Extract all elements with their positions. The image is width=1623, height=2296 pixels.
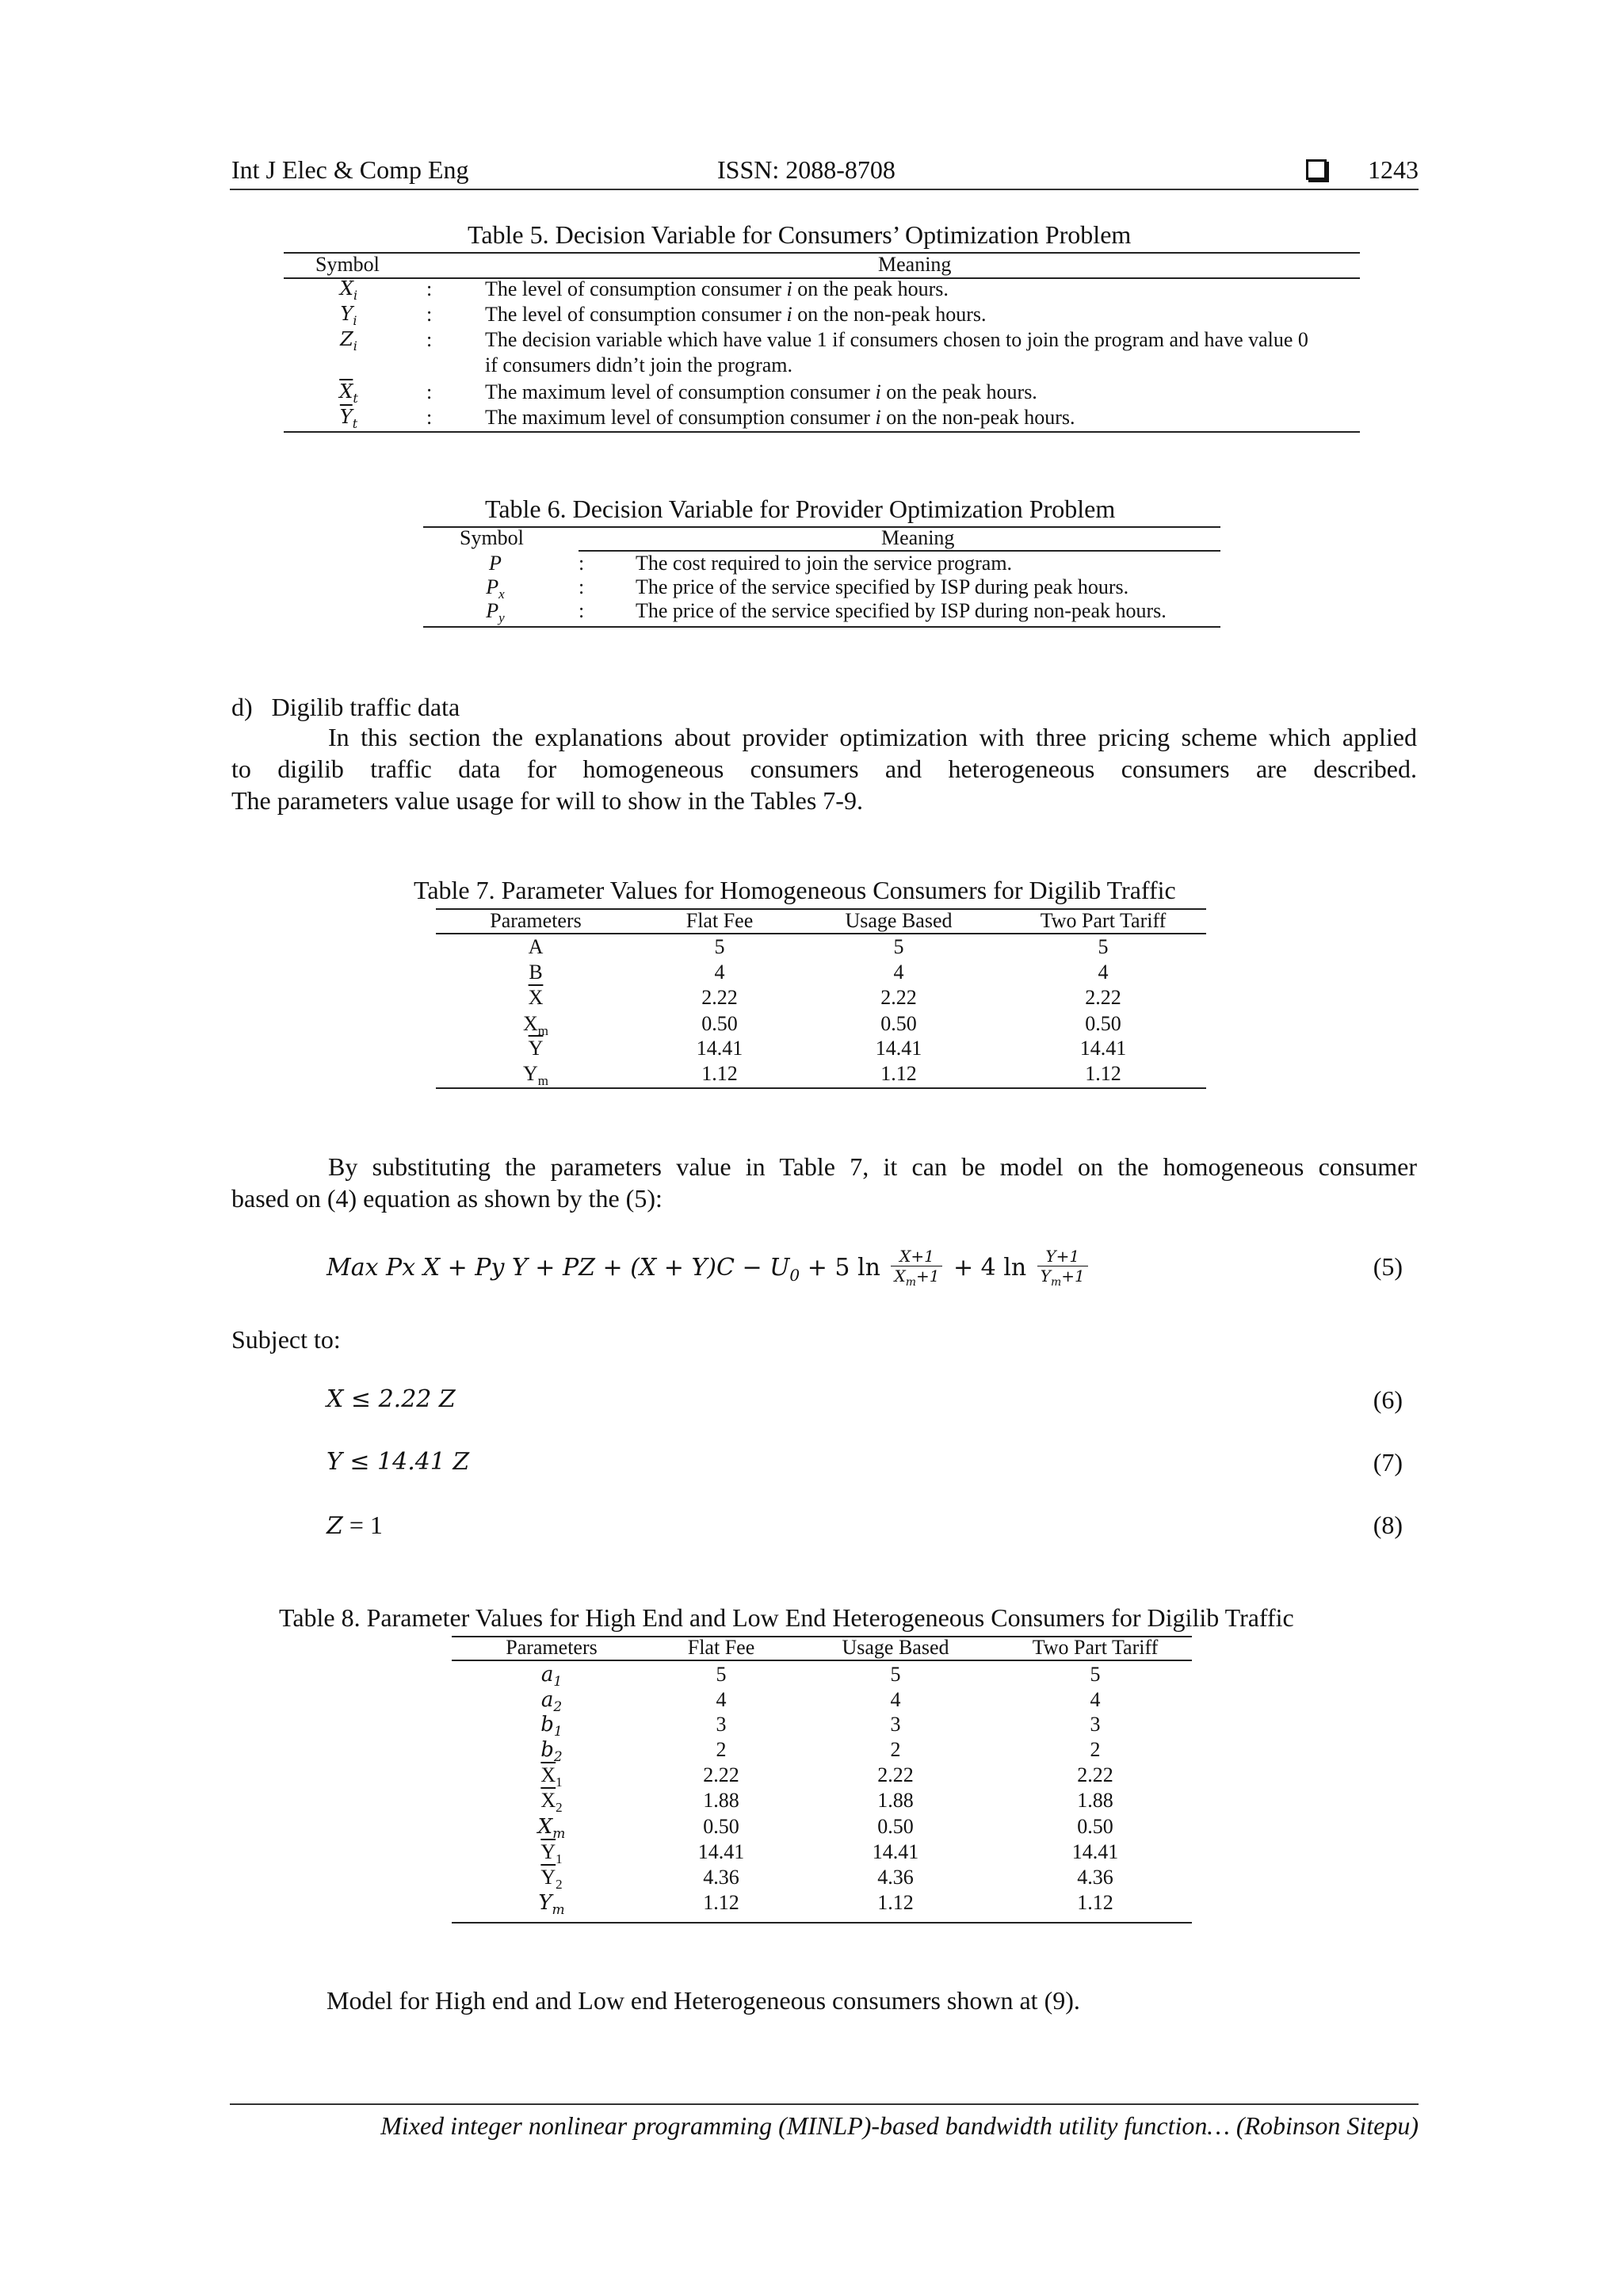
table7-caption: Table 7. Parameter Values for Homogeneous Consumers for Digilib Traffic [414, 876, 1176, 904]
table6-row-meaning: The cost required to join the service program. [636, 552, 1013, 575]
table5-symbol-base: Z [340, 328, 353, 350]
table6-caption: Table 6. Decision Variable for Provider Optimization Problem [485, 495, 1116, 523]
param-symbol-sub: 1 [553, 1674, 563, 1690]
param-value: 2 [1090, 1738, 1101, 1761]
table6-row-meaning: The price of the service specified by ISP during non-peak hours. [636, 599, 1167, 622]
param-value: 5 [1090, 1663, 1101, 1686]
table5-row-symbol [321, 328, 376, 353]
param-value: 14.41 [696, 1037, 743, 1060]
eq5-fraction-2 [1037, 1247, 1088, 1292]
param-symbol-base: b [540, 1738, 554, 1762]
param-name [488, 961, 583, 984]
table6-col-symbol: Symbol [460, 526, 524, 549]
param-header-1: Flat Fee [687, 1636, 755, 1659]
param-value: 4 [890, 1688, 901, 1711]
param-value: 1.12 [877, 1891, 914, 1914]
param-header-1: Flat Fee [685, 909, 754, 932]
table5-symbol-sub: t [353, 390, 358, 406]
para-sub-line1: By substituting the parameters value in Table 7, it can be model on the homogeneous consumer [328, 1152, 1417, 1181]
param-value: 2 [716, 1738, 727, 1761]
param-symbol-base: Y [522, 1062, 538, 1085]
param-value: 4 [716, 1688, 727, 1711]
param-name [488, 986, 583, 1010]
table5-symbol-sub: i [353, 338, 357, 353]
table8-caption: Table 8. Parameter Values for High End and Low End Heterogeneous Consumers for Digilib Traffic [279, 1603, 1294, 1632]
param-symbol-sub: 2 [553, 1699, 563, 1716]
param-name [488, 1062, 583, 1089]
param-value: 4.36 [877, 1866, 914, 1889]
param-value: 4 [1090, 1688, 1101, 1711]
table5-symbol-sub: t [352, 415, 358, 431]
table6-col-meaning: Meaning [881, 526, 955, 549]
table5-symbol-base: X [339, 277, 353, 300]
param-symbol-base: $\overline{Y}$ [540, 1866, 556, 1889]
table7-bottom-rule [436, 1087, 1206, 1089]
table5-row-sep: : [426, 328, 433, 351]
eq5-label: (5) [1373, 1252, 1403, 1281]
table6-row-symbol [468, 552, 523, 575]
table5-col-symbol: Symbol [315, 253, 380, 276]
issn: ISSN: 2088-8708 [717, 155, 896, 184]
model-line: Model for High end and Low end Heterogeneous consumers shown at (9). [327, 1986, 1080, 2015]
section-d-line2: to digilib traffic data for homogeneous consumers and heterogeneous consumers are described. [231, 755, 1417, 783]
footer-rule [230, 2103, 1419, 2105]
param-symbol [529, 1037, 544, 1060]
eq5-f2-den [1037, 1266, 1088, 1292]
param-symbol [540, 1789, 563, 1816]
eq5-f1-den-sub: m [905, 1275, 916, 1289]
table8-bottom-rule [452, 1922, 1192, 1924]
param-value: 4 [1098, 961, 1109, 984]
param-symbol-base: a [540, 1688, 554, 1712]
param-symbol-base: B [529, 961, 543, 984]
param-symbol [538, 1891, 565, 1919]
section-d-line1: In this section the explanations about provider optimization with three pricing scheme which applied [328, 723, 1417, 751]
eq5-f1-num: X+1 [891, 1247, 942, 1266]
table6-row-sep: : [579, 575, 585, 598]
subject-to: Subject to: [231, 1325, 341, 1354]
eq8-rhs: = 1 [342, 1511, 383, 1539]
param-value: 0.50 [703, 1815, 739, 1838]
param-value: 5 [716, 1663, 727, 1686]
param-value: 2.22 [1077, 1763, 1113, 1786]
table6-symbol: $P_y$ [486, 599, 505, 626]
param-name [488, 1037, 583, 1060]
table6-row-meaning: The price of the service specified by ISP during peak hours. [636, 575, 1129, 598]
param-symbol-sub: 1 [553, 1724, 563, 1740]
param-value: 14.41 [875, 1037, 922, 1060]
param-value: 14.41 [872, 1840, 919, 1863]
param-symbol-sub: 2 [556, 1800, 563, 1816]
param-symbol-sub: 1 [556, 1851, 563, 1867]
table5-row-symbol [321, 406, 376, 431]
param-value: 1.88 [877, 1789, 914, 1812]
param-name [504, 1738, 599, 1765]
table5-symbol [339, 380, 358, 406]
equation-5 [327, 1244, 1091, 1299]
param-name [504, 1789, 599, 1816]
table5-symbol-sub: i [353, 312, 357, 328]
param-symbol [529, 935, 544, 958]
page-number-block [1306, 155, 1419, 185]
param-value: 1.12 [703, 1891, 739, 1914]
param-symbol [537, 1815, 566, 1843]
param-name [504, 1663, 599, 1690]
param-symbol-base: $\overline{X}$ [540, 1763, 556, 1786]
eq5-f1-den-var: X [894, 1266, 906, 1286]
param-symbol-sub: 1 [556, 1775, 563, 1790]
table5-row-sep: : [426, 277, 433, 300]
param-value: 3 [1090, 1713, 1101, 1736]
param-header-3: Two Part Tariff [1032, 1636, 1159, 1659]
checkbox-bullet-icon [1306, 159, 1327, 180]
param-value: 5 [714, 935, 725, 958]
table5-row-meaning-var-i: i [786, 277, 792, 300]
param-value: 4 [714, 961, 725, 984]
footer-text: Mixed integer nonlinear programming (MINLP)-based bandwidth utility function… (Robinson Sitepu) [380, 2111, 1419, 2140]
eq5-term1: + 5 ln [800, 1254, 888, 1282]
param-value: 2.22 [703, 1763, 739, 1786]
table8-header-rule [452, 1660, 1192, 1661]
eq5-f2-den-tail: +1 [1061, 1266, 1085, 1286]
table5-symbol-base: $\overline{X}$ [339, 380, 353, 403]
table5-symbol [339, 406, 358, 431]
table5-symbol-sub: i [353, 287, 358, 303]
table5-row-sep: : [426, 406, 433, 429]
param-symbol-base: X [537, 1815, 553, 1839]
param-value: 5 [890, 1663, 901, 1686]
param-value: 4 [893, 961, 904, 984]
param-header-0: Parameters [506, 1636, 598, 1659]
table5-row-meaning: The decision variable which have value 1 if consumers chosen to join the program and have value 0 [485, 328, 1308, 351]
table7-header-rule [436, 933, 1206, 934]
eq5-f2-num: Y+1 [1037, 1247, 1088, 1266]
param-symbol-sub: m [537, 1073, 548, 1089]
table6-symbol: P [489, 552, 502, 575]
table5-symbol [340, 328, 357, 353]
param-value: 1.12 [701, 1062, 738, 1085]
param-value: 0.50 [1077, 1815, 1113, 1838]
table6-row-sep: : [579, 599, 585, 622]
param-header-3: Two Part Tariff [1040, 909, 1167, 932]
param-symbol-base: $\overline{X}$ [540, 1789, 556, 1812]
eq7-label: (7) [1373, 1448, 1403, 1477]
table5-row-meaning-var-i: i [786, 303, 792, 326]
param-symbol-base: Y [538, 1891, 552, 1915]
table5-caption: Table 5. Decision Variable for Consumers’ Optimization Problem [468, 220, 1132, 249]
param-symbol [529, 986, 544, 1009]
table5-symbol [340, 303, 357, 328]
param-value: 1.12 [1085, 1062, 1121, 1085]
param-name [504, 1713, 599, 1740]
param-symbol-base: A [528, 935, 544, 958]
param-header-0: Parameters [490, 909, 582, 932]
param-value: 1.12 [880, 1062, 917, 1085]
param-value: 0.50 [701, 1012, 738, 1035]
param-value: 1.88 [703, 1789, 739, 1812]
table5-row-meaning: The level of consumption consumer i on the peak hours. [485, 277, 949, 300]
param-value: 0.50 [880, 1012, 917, 1035]
table5-symbol-base: $\overline{Y}$ [339, 406, 353, 428]
param-name [504, 1763, 599, 1790]
table5-row-symbol [321, 277, 376, 303]
table5-row-meaning: The maximum level of consumption consumer i on the peak hours. [485, 380, 1037, 403]
param-symbol-base: $\overline{Y}$ [528, 1037, 544, 1060]
param-value: 14.41 [697, 1840, 745, 1863]
eq5-f1-den-tail: +1 [915, 1266, 940, 1286]
param-symbol-sub: 2 [556, 1877, 563, 1893]
param-value: 0.50 [877, 1815, 914, 1838]
param-value: 5 [1098, 935, 1109, 958]
eq5-u-sub: 0 [789, 1266, 800, 1285]
param-name [504, 1891, 599, 1918]
table5-symbol [339, 277, 358, 303]
param-value: 2.22 [701, 986, 738, 1009]
eq5-f2-den-var: Y [1040, 1266, 1051, 1286]
table5-row-meaning-cont: if consumers didn’t join the program. [485, 353, 793, 376]
param-value: 2.22 [880, 986, 917, 1009]
param-name [504, 1688, 599, 1715]
section-d-line3: The parameters value usage for will to show in the Tables 7-9. [231, 786, 863, 815]
equation-8 [327, 1511, 383, 1540]
param-value: 2.22 [877, 1763, 914, 1786]
param-symbol [540, 1866, 563, 1893]
table5-row-symbol [321, 303, 376, 328]
param-symbol [522, 1012, 548, 1039]
param-symbol [540, 1688, 563, 1716]
eq5-term2: + 4 ln [945, 1254, 1034, 1282]
param-symbol-sub: m [537, 1023, 548, 1039]
param-value: 0.50 [1085, 1012, 1121, 1035]
table5-row-meaning-var-i: i [875, 380, 881, 403]
param-symbol [540, 1663, 563, 1690]
param-symbol-sub: m [552, 1826, 566, 1843]
table6-top-rule [423, 526, 1220, 528]
table6-symbol-sub: y [498, 610, 505, 626]
eq5-f1-den [891, 1266, 942, 1292]
param-value: 5 [893, 935, 904, 958]
param-symbol-base: $\overline{Y}$ [540, 1840, 556, 1863]
param-value: 3 [890, 1713, 901, 1736]
table5-col-meaning: Meaning [878, 253, 952, 276]
table6-row-symbol [468, 599, 523, 626]
param-name [504, 1815, 599, 1842]
table5-symbol-base: Y [340, 303, 353, 325]
param-symbol [540, 1738, 563, 1766]
param-value: 4.36 [703, 1866, 739, 1889]
param-symbol-base: a [540, 1663, 554, 1687]
table5-row-meaning: The level of consumption consumer i on the non-peak hours. [485, 303, 987, 326]
table5-row-sep: : [426, 380, 433, 403]
param-name [488, 1012, 583, 1039]
param-value: 3 [716, 1713, 727, 1736]
param-symbol [522, 1062, 548, 1089]
param-symbol-sub: 2 [553, 1749, 563, 1766]
param-value: 2 [890, 1738, 901, 1761]
eq5-fraction-1 [891, 1247, 942, 1292]
param-symbol [540, 1840, 563, 1867]
table6-symbol-sub: x [498, 586, 505, 602]
param-value: 4.36 [1077, 1866, 1113, 1889]
param-value: 14.41 [1079, 1037, 1127, 1060]
table5-row-symbol [321, 380, 376, 406]
param-symbol-base: X [522, 1012, 538, 1035]
param-header-2: Usage Based [842, 1636, 949, 1659]
equation-6: X ≤ 2.22 Z [327, 1385, 456, 1413]
table5-top-rule [284, 252, 1360, 254]
param-value: 14.41 [1071, 1840, 1119, 1863]
param-value: 2.22 [1085, 986, 1121, 1009]
param-name [488, 935, 583, 959]
table5-row-meaning: The maximum level of consumption consumer i on the non-peak hours. [485, 406, 1075, 429]
param-symbol [540, 1713, 563, 1740]
header-rule [230, 189, 1419, 190]
param-symbol [540, 1763, 563, 1790]
param-value: 1.88 [1077, 1789, 1113, 1812]
eq5-lhs: Max Px X + Py Y + PZ + (X + Y)C − U [327, 1254, 790, 1282]
param-symbol [529, 961, 542, 984]
eq8-lhs: Z [327, 1512, 343, 1540]
eq6-label: (6) [1373, 1385, 1403, 1414]
table6-bottom-rule [423, 626, 1220, 628]
param-header-2: Usage Based [845, 909, 953, 932]
table5-bottom-rule [284, 431, 1360, 433]
table6-symbol: $P_x$ [486, 575, 505, 602]
page-number: 1243 [1368, 155, 1419, 184]
table5-row-meaning-var-i: i [875, 406, 881, 429]
param-value: 1.12 [1077, 1891, 1113, 1914]
param-symbol-sub: m [552, 1902, 565, 1919]
equation-7: Y ≤ 14.41 Z [327, 1448, 470, 1476]
table6-row-sep: : [579, 552, 585, 575]
param-symbol-base: $\overline{X}$ [528, 986, 544, 1009]
para-sub-line2: based on (4) equation as shown by the (5): [231, 1184, 663, 1213]
eq8-label: (8) [1373, 1511, 1403, 1539]
section-d-heading: d) Digilib traffic data [231, 693, 460, 721]
param-symbol-base: b [540, 1713, 554, 1736]
eq5-f2-den-sub: m [1050, 1275, 1062, 1289]
param-name [504, 1866, 599, 1893]
journal-name: Int J Elec & Comp Eng [231, 155, 469, 184]
table5-row-sep: : [426, 303, 433, 326]
param-name [504, 1840, 599, 1867]
